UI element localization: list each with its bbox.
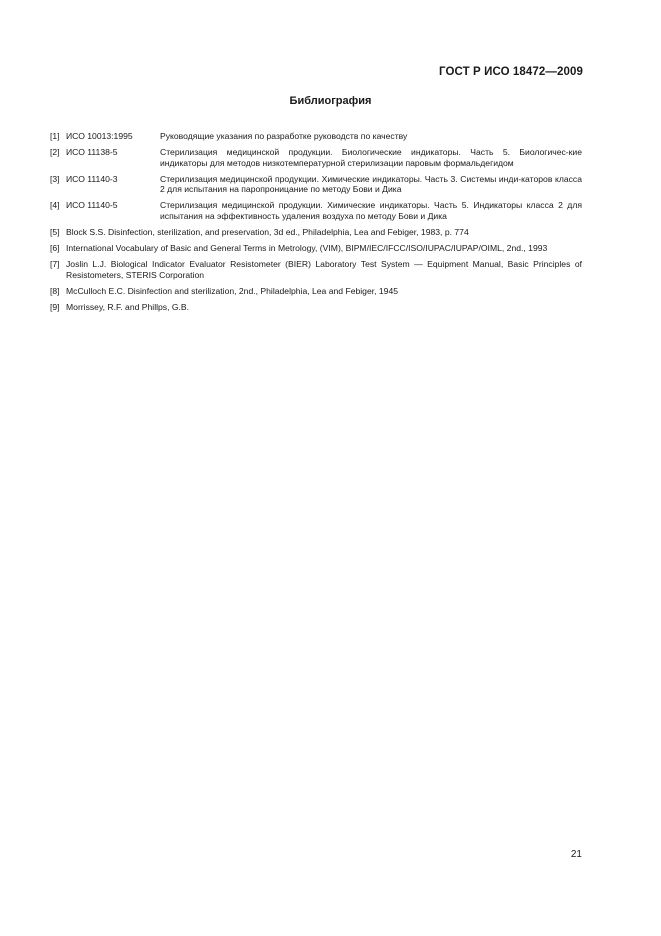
- bibliography-title: Библиография: [289, 95, 372, 107]
- entry-number: [9]: [50, 302, 60, 313]
- entry-number: [6]: [50, 243, 60, 254]
- entry-number: [4]: [50, 200, 60, 211]
- bibliography-entry: [50, 200, 582, 221]
- entry-text: Block S.S. Disinfection, sterilization, and preservation, 3d ed., Philadelphia, Lea and Febiger, 1983, p. 774: [66, 227, 469, 238]
- bibliography-entry: [50, 174, 582, 195]
- entry-text: Стерилизация медицинской продукции. Химические индикаторы. Часть 5. Индикаторы класса 2 для испытания на эффективность удаления воздуха по методу Бови и Дика: [160, 200, 582, 222]
- entry-number: [7]: [50, 259, 60, 270]
- entry-number: [8]: [50, 286, 60, 297]
- entry-code: ИСО 11138-5: [66, 147, 118, 158]
- bibliography-entry: [50, 147, 582, 168]
- entry-number: [2]: [50, 147, 60, 158]
- entry-number: [5]: [50, 227, 60, 238]
- entry-text: International Vocabulary of Basic and General Terms in Metrology, (VIM), BIPM/IEC/IFCC/ISO/IUPAC/IUPAP/OIML, 2nd., 1993: [66, 243, 548, 254]
- bibliography-entry: [50, 302, 582, 313]
- bibliography-entry: [50, 286, 582, 297]
- entry-text: Стерилизация медицинской продукции. Биологические индикаторы. Часть 5. Биологичес-кие индикаторы для методов низкотемпературной стерилизации паровым формальдегидом: [160, 147, 582, 168]
- standard-id: ГОСТ Р ИСО 18472—2009: [438, 66, 583, 78]
- entry-number: [1]: [50, 131, 60, 141]
- bibliography-entry: [50, 243, 582, 254]
- entry-text: Стерилизация медицинской продукции. Химические индикаторы. Часть 3. Системы инди-каторов класса 2 для испытания на паропроницание по методу Бови и Дика: [160, 173, 582, 195]
- entry-text: Joslin L.J. Biological Indicator Evaluator Resistometer (BIER) Laboratory Test System — Equipment Manual, Basic Principles of Resistometers, STERIS Corporation: [66, 259, 582, 280]
- page-number: 21: [570, 849, 582, 860]
- bibliography-entry: [50, 131, 582, 142]
- bibliography-list: [50, 131, 582, 318]
- entry-code: ИСО 11140-3: [66, 173, 118, 184]
- bibliography-entry: [50, 227, 582, 238]
- entry-number: [3]: [50, 173, 60, 184]
- entry-code: ИСО 11140-5: [66, 200, 118, 211]
- entry-code: ИСО 10013:1995: [66, 131, 133, 141]
- bibliography-entry: [50, 259, 582, 280]
- entry-text: McCulloch E.C. Disinfection and sterilization, 2nd., Philadelphia, Lea and Febiger, 1945: [66, 286, 399, 297]
- entry-text: Руководящие указания по разработке руководств по качеству: [160, 131, 408, 141]
- entry-text: Morrissey, R.F. and Phillps, G.B.: [66, 302, 190, 313]
